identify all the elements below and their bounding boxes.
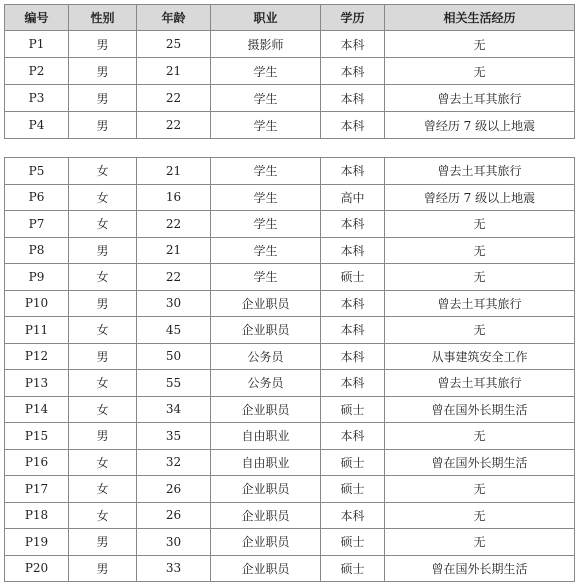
table-row [5, 112, 575, 139]
participants-table-group-2 [4, 157, 575, 582]
cell-occupation: 学生 [211, 184, 321, 211]
cell-id: P11 [5, 317, 69, 344]
cell-age: 30 [137, 290, 211, 317]
cell-age: 22 [137, 211, 211, 238]
cell-age: 50 [137, 343, 211, 370]
cell-experience: 曾去土耳其旅行 [385, 290, 575, 317]
cell-id: P5 [5, 158, 69, 185]
cell-id: P1 [5, 31, 69, 58]
cell-age: 34 [137, 396, 211, 423]
header-gender: 性别 [69, 5, 137, 31]
cell-age: 26 [137, 502, 211, 529]
table-row [5, 290, 575, 317]
table-header-row [5, 5, 575, 31]
cell-experience: 无 [385, 211, 575, 238]
cell-occupation: 学生 [211, 112, 321, 139]
cell-age: 21 [137, 237, 211, 264]
cell-id: P4 [5, 112, 69, 139]
cell-gender: 女 [69, 158, 137, 185]
table-row [5, 85, 575, 112]
cell-occupation: 摄影师 [211, 31, 321, 58]
cell-gender: 女 [69, 370, 137, 397]
cell-experience: 曾去土耳其旅行 [385, 85, 575, 112]
cell-id: P10 [5, 290, 69, 317]
table-row [5, 184, 575, 211]
cell-gender: 女 [69, 449, 137, 476]
cell-experience: 无 [385, 237, 575, 264]
cell-gender: 男 [69, 290, 137, 317]
cell-age: 45 [137, 317, 211, 344]
cell-id: P7 [5, 211, 69, 238]
cell-gender: 男 [69, 343, 137, 370]
cell-occupation: 公务员 [211, 343, 321, 370]
cell-occupation: 自由职业 [211, 423, 321, 450]
cell-gender: 女 [69, 502, 137, 529]
table-row [5, 555, 575, 582]
cell-occupation: 企业职员 [211, 476, 321, 503]
cell-experience: 无 [385, 423, 575, 450]
cell-experience: 无 [385, 529, 575, 556]
table-row [5, 264, 575, 291]
cell-education: 本科 [321, 58, 385, 85]
cell-education: 本科 [321, 112, 385, 139]
cell-id: P20 [5, 555, 69, 582]
header-age: 年龄 [137, 5, 211, 31]
cell-experience: 无 [385, 476, 575, 503]
cell-occupation: 学生 [211, 237, 321, 264]
cell-id: P13 [5, 370, 69, 397]
cell-id: P14 [5, 396, 69, 423]
table-row [5, 317, 575, 344]
cell-id: P19 [5, 529, 69, 556]
cell-occupation: 企业职员 [211, 290, 321, 317]
cell-gender: 女 [69, 317, 137, 344]
cell-gender: 男 [69, 112, 137, 139]
cell-experience: 无 [385, 58, 575, 85]
cell-gender: 女 [69, 396, 137, 423]
cell-occupation: 企业职员 [211, 555, 321, 582]
cell-experience: 曾去土耳其旅行 [385, 370, 575, 397]
header-experience: 相关生活经历 [385, 5, 575, 31]
cell-age: 21 [137, 58, 211, 85]
cell-age: 25 [137, 31, 211, 58]
cell-gender: 女 [69, 211, 137, 238]
cell-gender: 男 [69, 58, 137, 85]
cell-gender: 男 [69, 85, 137, 112]
cell-education: 本科 [321, 343, 385, 370]
table-row [5, 396, 575, 423]
cell-gender: 男 [69, 31, 137, 58]
cell-experience: 曾在国外长期生活 [385, 396, 575, 423]
cell-age: 33 [137, 555, 211, 582]
cell-id: P2 [5, 58, 69, 85]
cell-id: P8 [5, 237, 69, 264]
cell-gender: 男 [69, 423, 137, 450]
cell-occupation: 企业职员 [211, 396, 321, 423]
cell-gender: 女 [69, 184, 137, 211]
cell-id: P9 [5, 264, 69, 291]
cell-experience: 无 [385, 264, 575, 291]
header-id: 编号 [5, 5, 69, 31]
cell-age: 30 [137, 529, 211, 556]
cell-occupation: 学生 [211, 58, 321, 85]
cell-education: 本科 [321, 31, 385, 58]
cell-education: 本科 [321, 290, 385, 317]
cell-education: 本科 [321, 502, 385, 529]
cell-occupation: 企业职员 [211, 502, 321, 529]
table-row [5, 211, 575, 238]
cell-education: 本科 [321, 237, 385, 264]
cell-experience: 曾在国外长期生活 [385, 555, 575, 582]
cell-occupation: 学生 [211, 264, 321, 291]
cell-id: P16 [5, 449, 69, 476]
cell-id: P15 [5, 423, 69, 450]
table-row [5, 423, 575, 450]
cell-occupation: 公务员 [211, 370, 321, 397]
table-row [5, 31, 575, 58]
table-row [5, 370, 575, 397]
cell-education: 本科 [321, 423, 385, 450]
cell-id: P17 [5, 476, 69, 503]
cell-experience: 曾去土耳其旅行 [385, 158, 575, 185]
table-row [5, 158, 575, 185]
cell-education: 高中 [321, 184, 385, 211]
cell-education: 本科 [321, 370, 385, 397]
cell-age: 22 [137, 264, 211, 291]
cell-experience: 曾经历 7 级以上地震 [385, 184, 575, 211]
cell-occupation: 学生 [211, 158, 321, 185]
cell-experience: 无 [385, 502, 575, 529]
cell-education: 硕士 [321, 476, 385, 503]
cell-age: 16 [137, 184, 211, 211]
cell-occupation: 学生 [211, 211, 321, 238]
cell-age: 55 [137, 370, 211, 397]
cell-age: 26 [137, 476, 211, 503]
cell-occupation: 企业职员 [211, 317, 321, 344]
cell-age: 32 [137, 449, 211, 476]
cell-gender: 男 [69, 237, 137, 264]
cell-age: 35 [137, 423, 211, 450]
cell-education: 硕士 [321, 555, 385, 582]
cell-age: 22 [137, 85, 211, 112]
cell-occupation: 学生 [211, 85, 321, 112]
participants-table-group-1 [4, 4, 575, 139]
cell-occupation: 企业职员 [211, 529, 321, 556]
table-row [5, 529, 575, 556]
cell-gender: 女 [69, 264, 137, 291]
cell-education: 硕士 [321, 264, 385, 291]
cell-experience: 曾经历 7 级以上地震 [385, 112, 575, 139]
cell-education: 硕士 [321, 396, 385, 423]
cell-id: P18 [5, 502, 69, 529]
table-row [5, 502, 575, 529]
table-row [5, 237, 575, 264]
cell-age: 21 [137, 158, 211, 185]
cell-experience: 无 [385, 31, 575, 58]
header-occupation: 职业 [211, 5, 321, 31]
table-row [5, 58, 575, 85]
cell-id: P12 [5, 343, 69, 370]
cell-experience: 曾在国外长期生活 [385, 449, 575, 476]
cell-age: 22 [137, 112, 211, 139]
cell-education: 本科 [321, 317, 385, 344]
cell-education: 硕士 [321, 529, 385, 556]
table-row [5, 476, 575, 503]
cell-gender: 女 [69, 476, 137, 503]
cell-experience: 从事建筑安全工作 [385, 343, 575, 370]
cell-education: 本科 [321, 85, 385, 112]
header-education: 学历 [321, 5, 385, 31]
table-row [5, 343, 575, 370]
cell-id: P3 [5, 85, 69, 112]
cell-experience: 无 [385, 317, 575, 344]
cell-education: 本科 [321, 211, 385, 238]
cell-gender: 男 [69, 529, 137, 556]
cell-id: P6 [5, 184, 69, 211]
cell-gender: 男 [69, 555, 137, 582]
table-row [5, 449, 575, 476]
cell-occupation: 自由职业 [211, 449, 321, 476]
cell-education: 硕士 [321, 449, 385, 476]
cell-education: 本科 [321, 158, 385, 185]
